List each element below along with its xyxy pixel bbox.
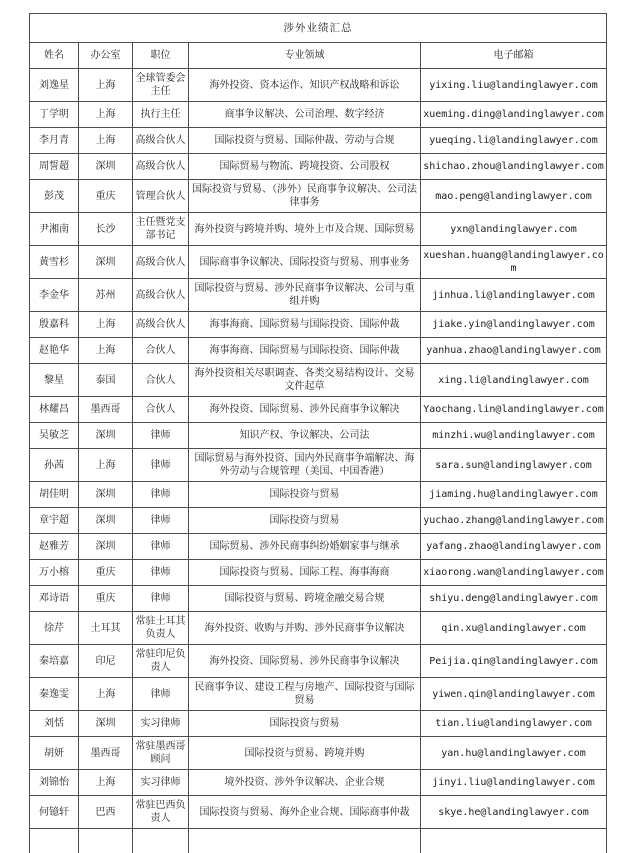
field-cell: 海外投资与跨境并购、境外上市及合规、国际贸易 bbox=[189, 213, 421, 246]
field-cell: 国际投资与贸易 bbox=[189, 482, 421, 508]
position-cell: 律师 bbox=[133, 534, 189, 560]
name-cell: 刘锦怡 bbox=[30, 770, 79, 796]
email-cell: jiake.yin@landinglawyer.com bbox=[421, 312, 607, 338]
table-row bbox=[30, 69, 607, 102]
table-row bbox=[30, 534, 607, 560]
name-cell: 彭茂 bbox=[30, 180, 79, 213]
email-cell: jiaming.hu@landinglawyer.com bbox=[421, 482, 607, 508]
position-cell: 律师 bbox=[133, 586, 189, 612]
name-cell: 丁学明 bbox=[30, 102, 79, 128]
name-cell: 秦逸雯 bbox=[30, 678, 79, 711]
table-row-partial bbox=[30, 829, 607, 853]
position-cell: 律师 bbox=[133, 482, 189, 508]
field-cell: 国际投资与贸易、跨境金融交易合规 bbox=[189, 586, 421, 612]
office-cell: 深圳 bbox=[79, 482, 133, 508]
email-cell: yueqing.li@landinglawyer.com bbox=[421, 128, 607, 154]
email-cell bbox=[421, 829, 607, 853]
office-cell: 泰国 bbox=[79, 364, 133, 397]
position-cell: 主任暨党支部书记 bbox=[133, 213, 189, 246]
office-cell: 土耳其 bbox=[79, 612, 133, 645]
position-cell: 管理合伙人 bbox=[133, 180, 189, 213]
name-cell bbox=[30, 829, 79, 853]
email-cell: xing.li@landinglawyer.com bbox=[421, 364, 607, 397]
field-cell: 民商事争议、建设工程与房地产、国际投资与国际贸易 bbox=[189, 678, 421, 711]
field-cell: 知识产权、争议解决、公司法 bbox=[189, 423, 421, 449]
table-row bbox=[30, 279, 607, 312]
office-cell: 重庆 bbox=[79, 560, 133, 586]
table-row bbox=[30, 586, 607, 612]
field-cell: 海事海商、国际贸易与国际投资、国际仲裁 bbox=[189, 338, 421, 364]
table-row bbox=[30, 796, 607, 829]
position-cell: 常驻印尼负责人 bbox=[133, 645, 189, 678]
name-cell: 刘逸星 bbox=[30, 69, 79, 102]
position-cell: 律师 bbox=[133, 449, 189, 482]
email-cell: shiyu.deng@landinglawyer.com bbox=[421, 586, 607, 612]
position-cell: 高级合伙人 bbox=[133, 246, 189, 279]
table-row bbox=[30, 449, 607, 482]
name-cell: 胡妍 bbox=[30, 737, 79, 770]
name-cell: 殷嘉科 bbox=[30, 312, 79, 338]
email-cell: minzhi.wu@landinglawyer.com bbox=[421, 423, 607, 449]
name-cell: 徐芹 bbox=[30, 612, 79, 645]
document-sheet bbox=[29, 13, 607, 853]
email-cell: yixing.liu@landinglawyer.com bbox=[421, 69, 607, 102]
table-row bbox=[30, 338, 607, 364]
position-cell: 律师 bbox=[133, 678, 189, 711]
office-cell: 长沙 bbox=[79, 213, 133, 246]
email-cell: jinhua.li@landinglawyer.com bbox=[421, 279, 607, 312]
office-cell: 上海 bbox=[79, 338, 133, 364]
name-cell: 胡佳明 bbox=[30, 482, 79, 508]
table-row bbox=[30, 482, 607, 508]
position-cell: 律师 bbox=[133, 508, 189, 534]
office-cell: 深圳 bbox=[79, 154, 133, 180]
name-cell: 林耀昌 bbox=[30, 397, 79, 423]
email-cell: tian.liu@landinglawyer.com bbox=[421, 711, 607, 737]
position-cell: 高级合伙人 bbox=[133, 312, 189, 338]
office-cell: 墨西哥 bbox=[79, 737, 133, 770]
field-cell: 国际投资与贸易、涉外民商事争议解决、公司与重组并购 bbox=[189, 279, 421, 312]
position-cell: 合伙人 bbox=[133, 364, 189, 397]
office-cell: 巴西 bbox=[79, 796, 133, 829]
field-cell: 国际投资与贸易、国际工程、海事海商 bbox=[189, 560, 421, 586]
email-cell: jinyi.liu@landinglawyer.com bbox=[421, 770, 607, 796]
position-cell: 合伙人 bbox=[133, 397, 189, 423]
table-row bbox=[30, 128, 607, 154]
name-cell: 黎星 bbox=[30, 364, 79, 397]
email-cell: mao.peng@landinglawyer.com bbox=[421, 180, 607, 213]
table-row bbox=[30, 364, 607, 397]
performance-table bbox=[29, 13, 607, 853]
position-cell: 常驻墨西哥顾问 bbox=[133, 737, 189, 770]
name-cell: 黄雪杉 bbox=[30, 246, 79, 279]
table-row bbox=[30, 154, 607, 180]
position-cell: 实习律师 bbox=[133, 711, 189, 737]
name-cell: 李金华 bbox=[30, 279, 79, 312]
position-cell: 高级合伙人 bbox=[133, 279, 189, 312]
column-header-position: 职位 bbox=[133, 43, 189, 69]
office-cell: 墨西哥 bbox=[79, 397, 133, 423]
field-cell: 国际投资与贸易 bbox=[189, 508, 421, 534]
email-cell: yuchao.zhang@landinglawyer.com bbox=[421, 508, 607, 534]
column-header-name: 姓名 bbox=[30, 43, 79, 69]
office-cell: 上海 bbox=[79, 678, 133, 711]
position-cell: 常驻巴西负责人 bbox=[133, 796, 189, 829]
position-cell: 高级合伙人 bbox=[133, 154, 189, 180]
office-cell: 上海 bbox=[79, 102, 133, 128]
table-row bbox=[30, 612, 607, 645]
office-cell: 苏州 bbox=[79, 279, 133, 312]
name-cell: 孙茜 bbox=[30, 449, 79, 482]
email-cell: xiaorong.wan@landinglawyer.com bbox=[421, 560, 607, 586]
table-header-row bbox=[30, 43, 607, 69]
name-cell: 吴敏芝 bbox=[30, 423, 79, 449]
email-cell: Yaochang.lin@landinglawyer.com bbox=[421, 397, 607, 423]
office-cell: 上海 bbox=[79, 449, 133, 482]
office-cell: 深圳 bbox=[79, 508, 133, 534]
email-cell: xueming.ding@landinglawyer.com bbox=[421, 102, 607, 128]
field-cell: 国际投资与贸易、国际仲裁、劳动与合规 bbox=[189, 128, 421, 154]
position-cell: 高级合伙人 bbox=[133, 128, 189, 154]
position-cell: 执行主任 bbox=[133, 102, 189, 128]
office-cell: 上海 bbox=[79, 312, 133, 338]
table-row bbox=[30, 102, 607, 128]
table-row bbox=[30, 312, 607, 338]
field-cell: 海外投资、资本运作、知识产权战略和诉讼 bbox=[189, 69, 421, 102]
name-cell: 邓诗语 bbox=[30, 586, 79, 612]
email-cell: qin.xu@landinglawyer.com bbox=[421, 612, 607, 645]
column-header-field: 专业领域 bbox=[189, 43, 421, 69]
email-cell: Peijia.qin@landinglawyer.com bbox=[421, 645, 607, 678]
field-cell: 海外投资、国际贸易、涉外民商事争议解决 bbox=[189, 645, 421, 678]
table-row bbox=[30, 508, 607, 534]
field-cell: 海外投资、收购与并购、涉外民商事争议解决 bbox=[189, 612, 421, 645]
name-cell: 周誓超 bbox=[30, 154, 79, 180]
email-cell: shichao.zhou@landinglawyer.com bbox=[421, 154, 607, 180]
table-row bbox=[30, 423, 607, 449]
name-cell: 章宇超 bbox=[30, 508, 79, 534]
name-cell: 赵雅芳 bbox=[30, 534, 79, 560]
table-row bbox=[30, 737, 607, 770]
position-cell: 律师 bbox=[133, 423, 189, 449]
field-cell: 海外投资相关尽职调查、各类交易结构设计、交易文件起草 bbox=[189, 364, 421, 397]
email-cell: yafang.zhao@landinglawyer.com bbox=[421, 534, 607, 560]
field-cell: 国际投资与贸易、跨境并购 bbox=[189, 737, 421, 770]
field-cell bbox=[189, 829, 421, 853]
table-row bbox=[30, 246, 607, 279]
position-cell: 律师 bbox=[133, 560, 189, 586]
office-cell: 印尼 bbox=[79, 645, 133, 678]
table-title-row bbox=[30, 14, 607, 43]
position-cell: 全球管委会主任 bbox=[133, 69, 189, 102]
column-header-email: 电子邮箱 bbox=[421, 43, 607, 69]
table-row bbox=[30, 770, 607, 796]
name-cell: 尹湘南 bbox=[30, 213, 79, 246]
email-cell: sara.sun@landinglawyer.com bbox=[421, 449, 607, 482]
name-cell: 刘恬 bbox=[30, 711, 79, 737]
field-cell: 国际投资与贸易、（涉外）民商事争议解决、公司法律事务 bbox=[189, 180, 421, 213]
office-cell: 上海 bbox=[79, 128, 133, 154]
table-row bbox=[30, 560, 607, 586]
name-cell: 秦培嘉 bbox=[30, 645, 79, 678]
office-cell: 深圳 bbox=[79, 423, 133, 449]
email-cell: yanhua.zhao@landinglawyer.com bbox=[421, 338, 607, 364]
office-cell: 深圳 bbox=[79, 246, 133, 279]
field-cell: 境外投资、涉外争议解决、企业合规 bbox=[189, 770, 421, 796]
field-cell: 海外投资、国际贸易、涉外民商事争议解决 bbox=[189, 397, 421, 423]
email-cell: yiwen.qin@landinglawyer.com bbox=[421, 678, 607, 711]
office-cell: 重庆 bbox=[79, 586, 133, 612]
table-row bbox=[30, 397, 607, 423]
position-cell: 常驻土耳其负责人 bbox=[133, 612, 189, 645]
position-cell: 合伙人 bbox=[133, 338, 189, 364]
column-header-office: 办公室 bbox=[79, 43, 133, 69]
field-cell: 商事争议解决、公司治理、数字经济 bbox=[189, 102, 421, 128]
field-cell: 国际贸易、涉外民商事纠纷婚姻家事与继承 bbox=[189, 534, 421, 560]
name-cell: 赵艳华 bbox=[30, 338, 79, 364]
field-cell: 国际商事争议解决、国际投资与贸易、刑事业务 bbox=[189, 246, 421, 279]
table-row bbox=[30, 678, 607, 711]
table-title: 涉外业绩汇总 bbox=[30, 14, 607, 43]
position-cell: 实习律师 bbox=[133, 770, 189, 796]
table-row bbox=[30, 213, 607, 246]
field-cell: 国际贸易与海外投资、国内外民商事争端解决、海外劳动与合规管理（美国、中国香港） bbox=[189, 449, 421, 482]
position-cell bbox=[133, 829, 189, 853]
name-cell: 万小榕 bbox=[30, 560, 79, 586]
table-row bbox=[30, 180, 607, 213]
name-cell: 何镱轩 bbox=[30, 796, 79, 829]
field-cell: 国际投资与贸易、海外企业合规、国际商事仲裁 bbox=[189, 796, 421, 829]
office-cell bbox=[79, 829, 133, 853]
email-cell: skye.he@landinglawyer.com bbox=[421, 796, 607, 829]
email-cell: yan.hu@landinglawyer.com bbox=[421, 737, 607, 770]
name-cell: 李月青 bbox=[30, 128, 79, 154]
table-row bbox=[30, 645, 607, 678]
office-cell: 深圳 bbox=[79, 534, 133, 560]
table-row bbox=[30, 711, 607, 737]
field-cell: 海事海商、国际贸易与国际投资、国际仲裁 bbox=[189, 312, 421, 338]
field-cell: 国际贸易与物流、跨境投资、公司股权 bbox=[189, 154, 421, 180]
field-cell: 国际投资与贸易 bbox=[189, 711, 421, 737]
email-cell: xueshan.huang@landinglawyer.com bbox=[421, 246, 607, 279]
office-cell: 上海 bbox=[79, 69, 133, 102]
office-cell: 重庆 bbox=[79, 180, 133, 213]
email-cell: yxn@landinglawyer.com bbox=[421, 213, 607, 246]
office-cell: 上海 bbox=[79, 770, 133, 796]
office-cell: 深圳 bbox=[79, 711, 133, 737]
